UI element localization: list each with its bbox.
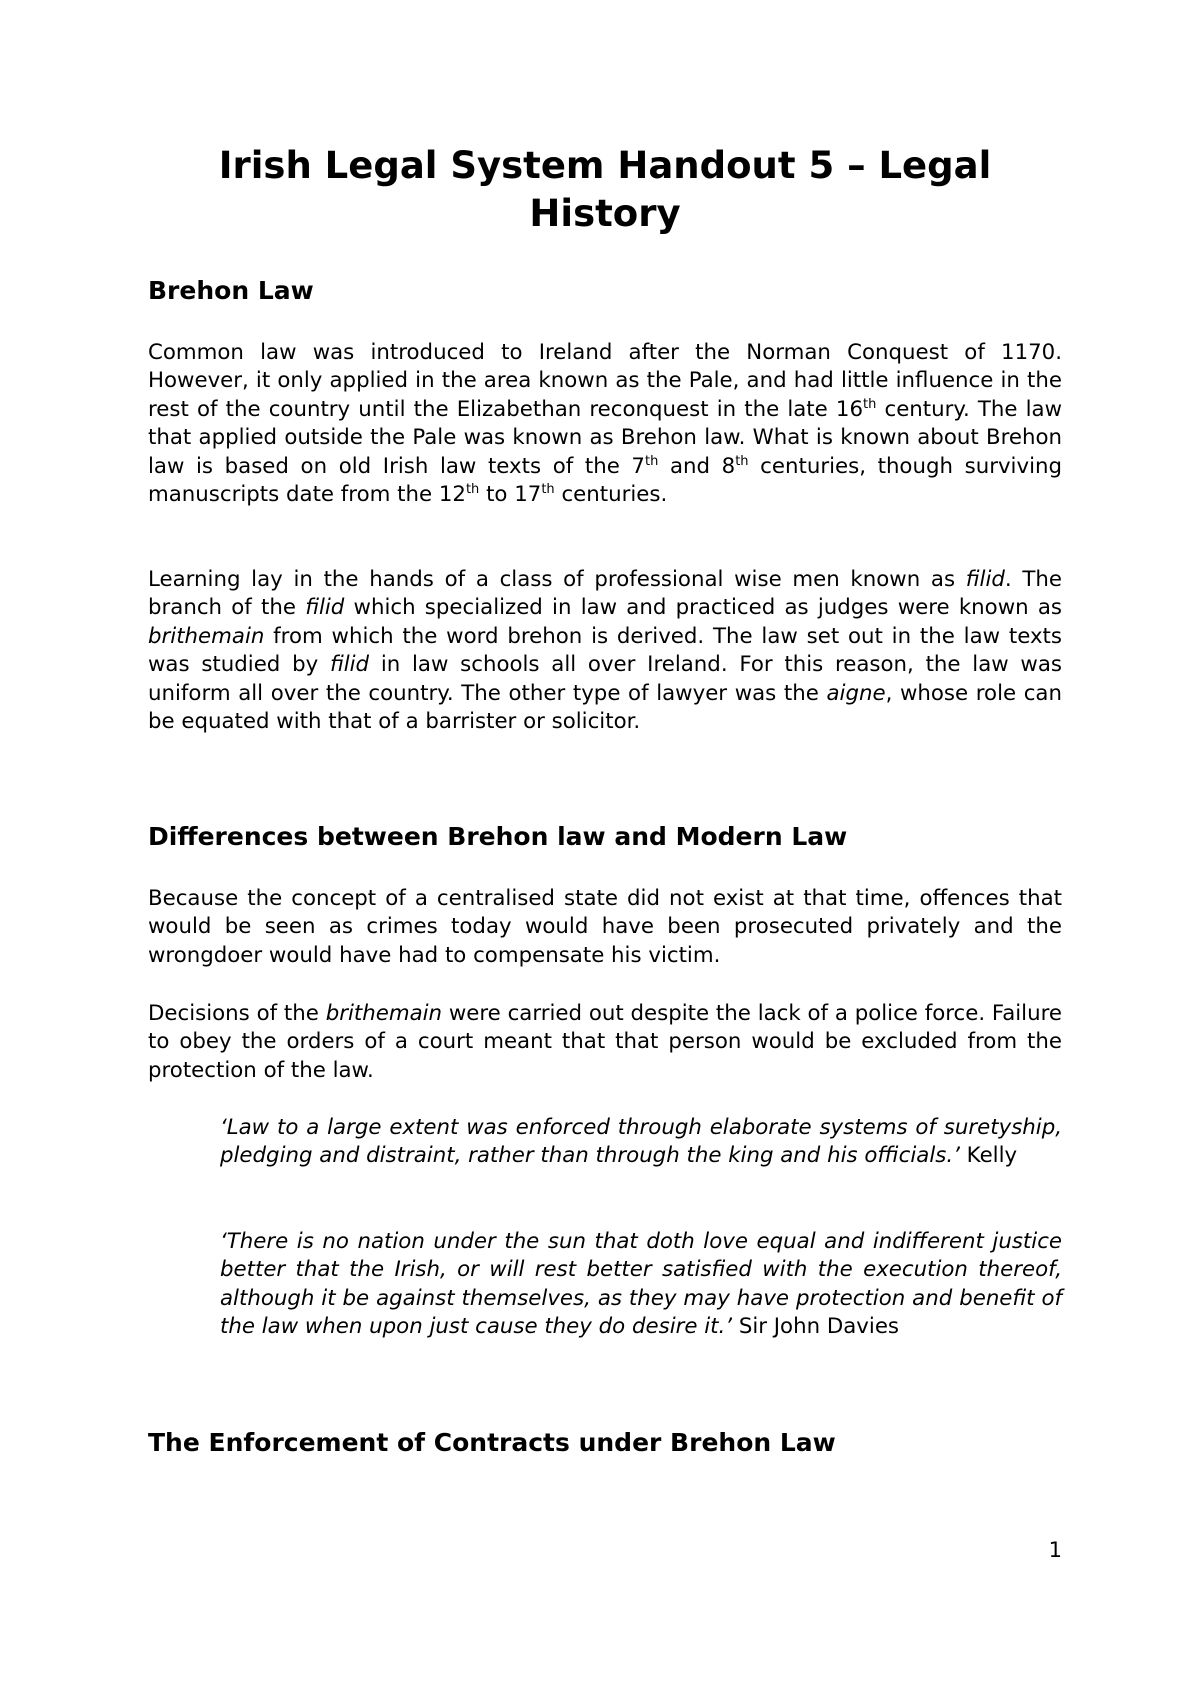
italic-text: filid — [965, 567, 1005, 592]
text-run: Kelly — [959, 1143, 1018, 1169]
italic-text: filid — [329, 652, 370, 678]
quote-kelly — [220, 1114, 1062, 1171]
italic-text: brithemain — [325, 1001, 443, 1026]
quote-sir-john-davies — [220, 1228, 1062, 1342]
document-title: Irish Legal System Handout 5 – Legal History — [218, 144, 992, 235]
paragraph-common-law-intro — [148, 339, 1062, 509]
italic-text: brithemain — [148, 623, 265, 649]
text-run: centuries. — [554, 482, 668, 508]
superscript: th — [735, 453, 749, 469]
text-run: and 8 — [658, 453, 736, 479]
italic-text: ‘Law to a large extent was enforced through elaborate systems of suretyship, pledging and distraint, rather than through the king and his officials.’ — [220, 1115, 1062, 1169]
text-run: Because the concept of a centralised state did not exist at that time, offences that would be seen as crimes today would have been prosecuted privately and the wrongdoer would have had to compensate his victim. — [148, 886, 1062, 968]
section-heading-enforcement-contracts: The Enforcement of Contracts under Brehon Law — [148, 1428, 836, 1457]
section-heading-brehon-law: Brehon Law — [148, 276, 314, 305]
text-run: to 17 — [479, 482, 542, 508]
superscript: th — [465, 482, 480, 498]
superscript: th — [541, 482, 555, 498]
text-run: in law schools all over Ireland. For this reason, the law was uniform all over the country. The other type of lawyer was the — [148, 652, 1062, 706]
italic-text: aigne — [826, 680, 886, 706]
superscript: th — [863, 396, 877, 412]
paragraph-centralised-state — [148, 885, 1062, 970]
paragraph-filid-learning — [148, 566, 1062, 736]
italic-text: ‘There is no nation under the sun that doth love equal and indifferent justice better that the Irish, or will rest better satisfied with the execution thereof, although it be against themselves, as they may have protection and benefit of the law when upon just cause they do desire it.’ — [220, 1229, 1062, 1340]
text-run: , whose role can be equated with that of a barrister or solicitor. — [148, 680, 1062, 735]
superscript: th — [644, 453, 659, 469]
text-run: from which the word brehon is derived. The law set out in the law texts was studied by — [148, 623, 1062, 678]
document-page — [148, 0, 1062, 1698]
text-run: Learning lay in the hands of a class of professional wise men known as — [148, 567, 966, 592]
text-run: . The branch of the — [148, 567, 1062, 621]
text-run: Sir John Davies — [732, 1314, 900, 1340]
text-run: which specialized in law and practiced as judges were known as — [344, 595, 1062, 621]
section-heading-differences: Differences between Brehon law and Modern Law — [148, 822, 848, 851]
text-run: Decisions of the — [148, 1001, 326, 1026]
page-number: 1 — [1048, 1538, 1062, 1562]
text-run: were carried out despite the lack of a police force. Failure to obey the orders of a court meant that that person would be excluded from the protection of the law. — [148, 1001, 1062, 1083]
text-run: century. The law that applied outside the Pale was known as Brehon law. What is known about Brehon law is based on old Irish law texts of the 7 — [148, 396, 1062, 479]
text-run: Common law was introduced to Ireland after the Norman Conquest of 1170. However, it only applied in the area known as the Pale, and had little influence in the rest of the country until the Elizabethan reconquest in the late 16 — [148, 340, 1062, 422]
italic-text: filid — [305, 595, 345, 621]
text-run: centuries, though surviving manuscripts date from the 12 — [148, 453, 1063, 508]
paragraph-brithemain-decisions — [148, 1000, 1062, 1085]
